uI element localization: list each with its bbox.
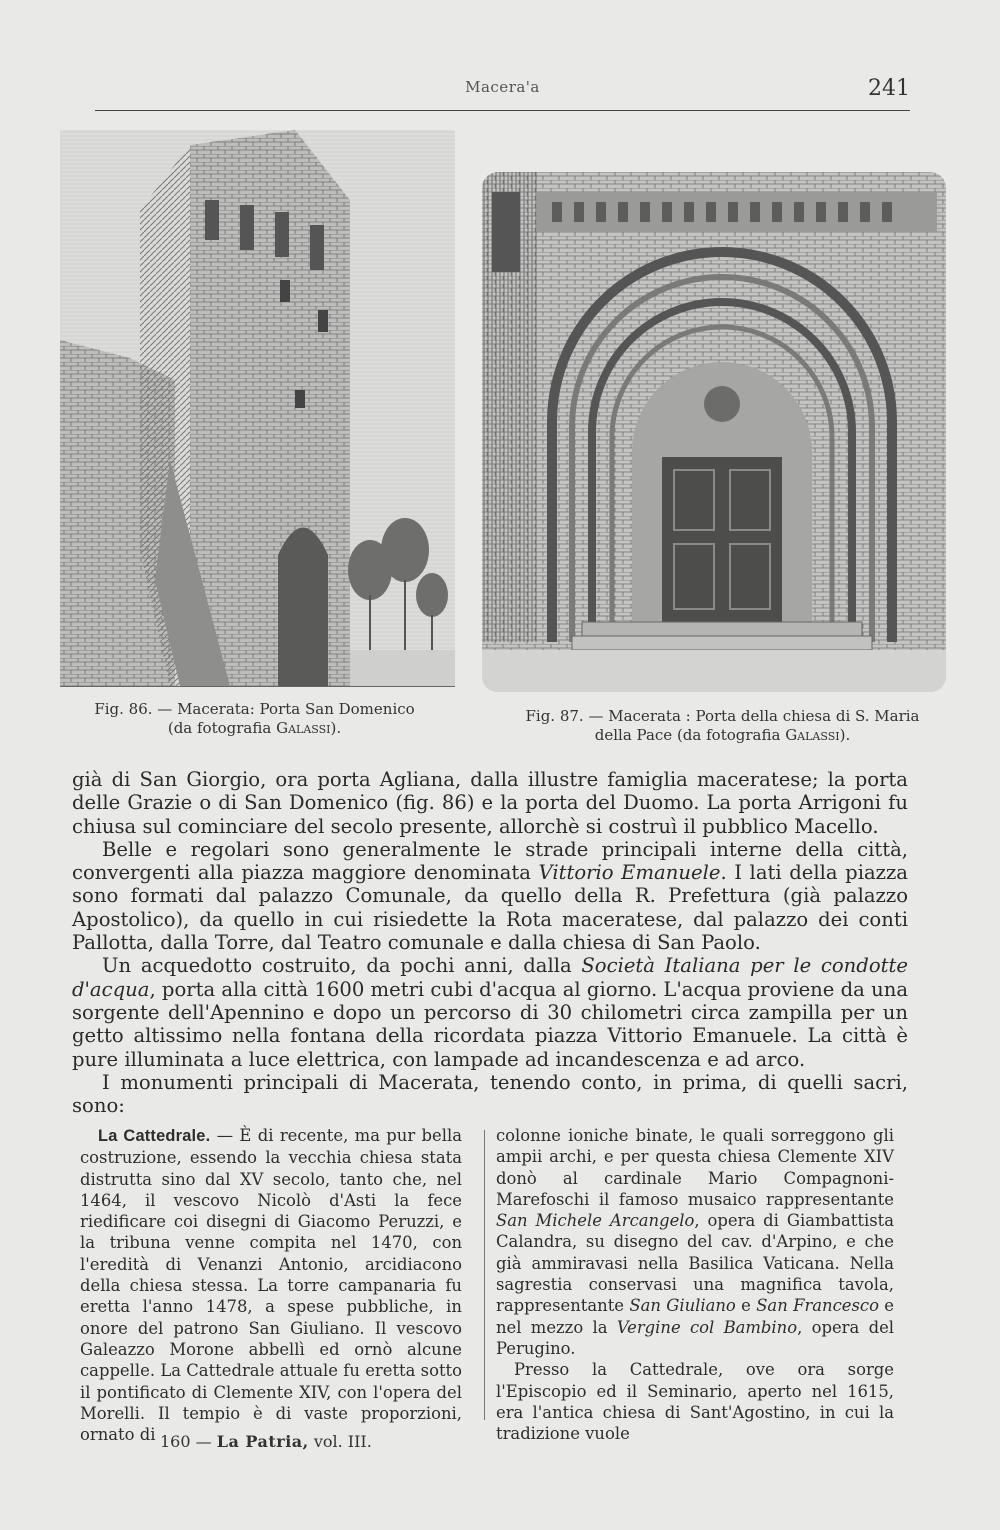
column-divider: [484, 1130, 485, 1420]
p2-italic: Vittorio Emanuele: [538, 861, 721, 885]
page-header: [95, 70, 910, 111]
footer-publication-title: La Patria,: [216, 1432, 309, 1451]
footer-signature: 160 —: [160, 1432, 212, 1451]
section-lead: La Cattedrale.: [98, 1127, 211, 1145]
right-paragraph-2: Presso la Cattedrale, ove ora sorge l'Episcopio ed il Seminario, aperto nel 1615, era l'antica chiesa di Sant'Agostino, in cui la tradizione vuole: [496, 1360, 894, 1444]
paragraph-3: [72, 954, 908, 1070]
caption-87-line2: della Pace (da fotografia: [594, 726, 781, 744]
body-text: [72, 768, 908, 1117]
caption-87-credit: Galassi: [785, 726, 840, 744]
right-italic-2: San Giuliano: [629, 1296, 736, 1316]
cattedrale-paragraph: [80, 1125, 462, 1445]
caption-86-credit: Galassi: [276, 719, 331, 737]
right-text-a: colonne ioniche binate, le quali sorreggono gli ampii archi, e per questa chiesa Clemente XIV donò al cardinale Mario Compagnoni-Marefoschi il famoso musaico rappresentante: [496, 1126, 894, 1209]
page-number: 241: [868, 76, 910, 101]
paragraph-4: I monumenti principali di Macerata, tenendo conto, in prima, di quelli sacri, sono:: [72, 1070, 908, 1118]
caption-87-end: ).: [839, 726, 851, 744]
figure-87-image: [482, 172, 946, 692]
paragraph-1: già di San Giorgio, ora porta Agliana, dalla illustre famiglia maceratese; la porta delle Grazie o di San Domenico (fig. 86) e la porta del Duomo. La porta Arrigoni fu chiusa sul cominciare del secolo presente, allorchè si costruì il pubblico Macello.: [72, 768, 908, 838]
left-column-text: — È di recente, ma pur bella costruzione, essendo la vecchia chiesa stata distrutta sino dal XV secolo, tanto che, nel 1464, il vescovo Nicolò d'Asti la fece riedificare coi disegni di Giacomo Peruzzi, e la tribuna venne compita nel 1470, con l'eredità di Venanzi Antonio, arcidiacono della chiesa stessa. La torre campanaria fu eretta l'anno 1478, a spese pubbliche, in onore del patrono San Giuliano. Il vescovo Galeazzo Morone abbellì ed ornò alcune cappelle. La Cattedrale attuale fu eretta sotto il pontificato di Clemente XIV, con l'opera del Morelli. Il tempio è di vaste proporzioni, ornato di: [80, 1126, 462, 1445]
figure-86-image: [60, 130, 455, 687]
right-text-c: e: [735, 1296, 757, 1316]
paragraph-2: [72, 838, 908, 954]
caption-86-line1: Fig. 86. — Macerata: Porta San Domenico: [94, 700, 415, 718]
figure-87-caption: [485, 707, 960, 745]
right-italic-4: Vergine col Bambino: [616, 1317, 798, 1337]
p3-text-b: , porta alla città 1600 metri cubi d'acqua al giorno. L'acqua proviene da una sorgente dell'Apennino e dopo un percorso di 30 chilometri circa zampilla per un getto altissimo nella fontana della ricordata piazza Vittorio Emanuele. La città è pure illuminata a luce elettrica, con lampade ad incandescenza e ad arco.: [72, 977, 908, 1071]
column-right: [496, 1125, 894, 1444]
portal-engraving: [482, 172, 946, 692]
caption-87-line1: Fig. 87. — Macerata : Porta della chiesa di S. Maria: [525, 707, 920, 725]
column-left: [80, 1125, 462, 1445]
right-text-d: e nel mezzo la: [496, 1296, 894, 1337]
right-text-b: , opera di Giambattista Calandra, su disegno del cav. d'Arpino, e che già ammiravasi nella Basilica Vaticana. Nella sagrestia conservasi una magnifica tavola, rappresentante: [496, 1211, 894, 1316]
running-title: Macera'a: [465, 78, 540, 96]
footer-volume: vol. III.: [313, 1432, 372, 1451]
right-italic-3: San Francesco: [756, 1296, 879, 1316]
p3-italic: Società Italiana per le condotte d'acqua: [72, 954, 908, 1001]
tower-engraving: [60, 130, 455, 686]
page-footer: [160, 1432, 372, 1451]
p3-text-a: Un acquedotto costruito, da pochi anni, dalla: [102, 954, 582, 978]
figure-86-caption: [62, 700, 447, 738]
caption-86-line2: (da fotografia: [167, 719, 272, 737]
p2-text-b: . I lati della piazza sono formati dal palazzo Comunale, da quello della R. Prefettura (già palazzo Apostolico), da quello in cui risiedette la Rota maceratese, dal palazzo dei conti Pallotta, dalla Torre, dal Teatro comunale e dalla chiesa di San Paolo.: [72, 861, 908, 955]
right-paragraph-1: [496, 1125, 894, 1359]
right-text-e: , opera del Perugino.: [496, 1317, 895, 1358]
p2-text-a: Belle e regolari sono generalmente le strade principali interne della città, convergenti alla piazza maggiore denominata: [72, 837, 908, 885]
caption-86-end: ).: [330, 719, 342, 737]
right-italic-1: San Michele Arcangelo: [496, 1211, 695, 1231]
